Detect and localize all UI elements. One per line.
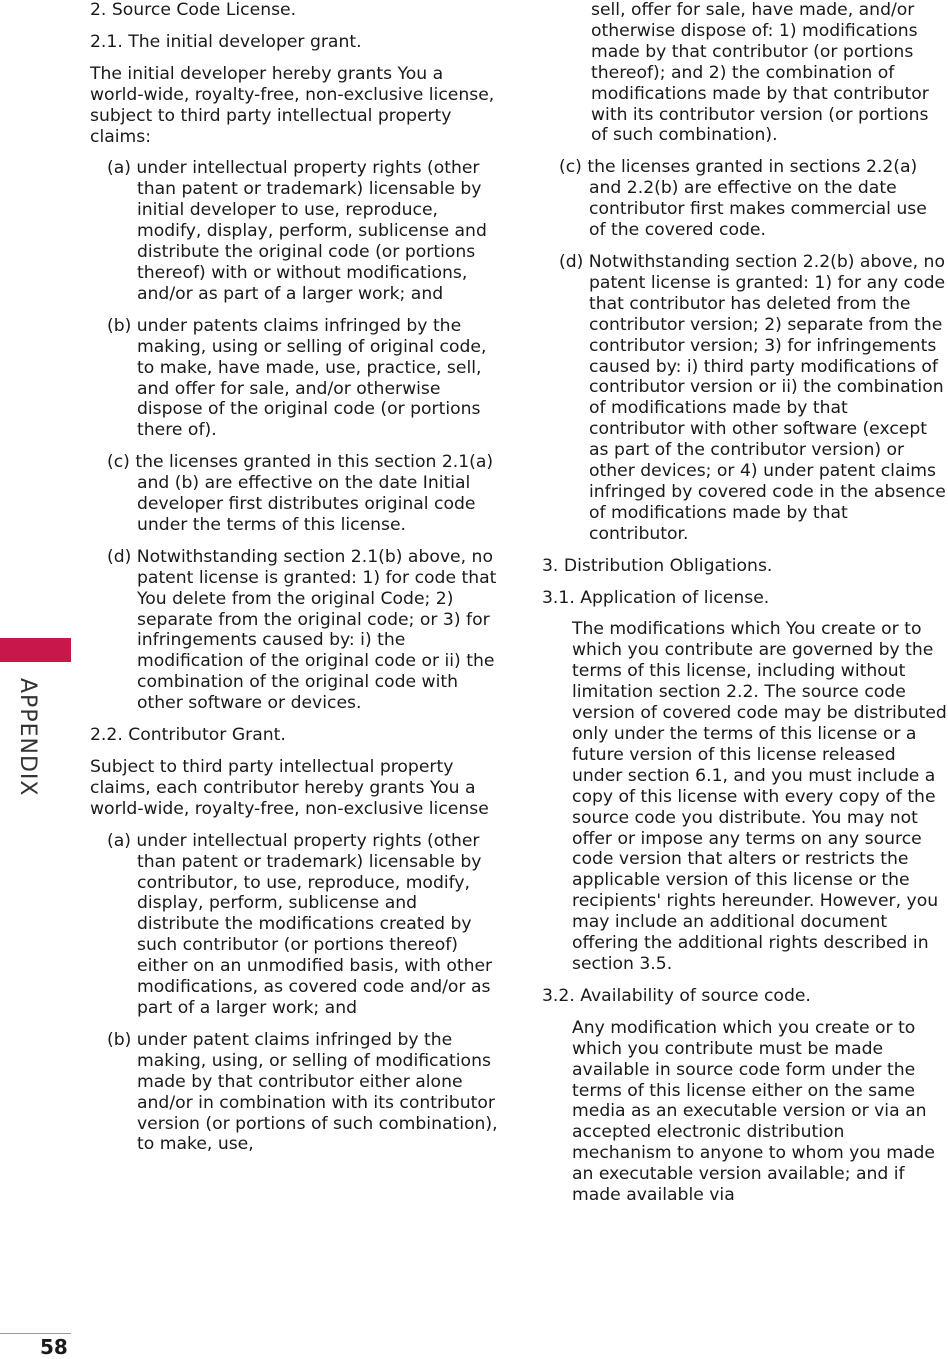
section-heading: 2. Source Code License. [90,0,297,20]
section-heading: 3.2. Availability of source code. [542,985,811,1006]
page-number-divider [0,1333,71,1334]
page-number: 58 [40,1335,68,1359]
list-item: (a) under intellectual property rights (other than patent or trademark) licensable by contributor, to use, reproduce, modify, display, perform, sublicense and distribute the modifications created by such contributor (or portions thereof) either on an unmodified basis, with other modifications, as covered code and/or as part of a larger work; and [107,830,493,1018]
list-item-continuation: sell, offer for sale, have made, and/or otherwise dispose of: 1) modifications made by that contributor (or portions thereof); and 2) the combination of modifications made by that contributor with its contributor version (or portions of such combination). [591,0,929,146]
list-item: (c) the licenses granted in sections 2.2(a) and 2.2(b) are effective on the date contributor first makes commercial use of the covered code. [559,157,927,241]
list-item: (d) Notwithstanding section 2.2(b) above, no patent license is granted: 1) for any code that contributor has deleted from the contributor version; 2) separate from the contributor version; 3) for infringements caused by: i) third party modifications of contributor version or ii) the combination of modifications made by that contributor with other software (except as part of the contributor version) or other devices; or 4) under patent claims infringed by covered code in the absence of modifications made by that contributor. [559,251,946,544]
list-item: (d) Notwithstanding section 2.1(b) above, no patent license is granted: 1) for code that You delete from the original Code; 2) separate from the original code; or 3) for infringements caused by: i) the modification of the original code or ii) the combination of the original code with other software or devices. [107,546,497,714]
right-column [542,0,948,1217]
list-item: (a) under intellectual property rights (other than patent or trademark) licensable by initial developer to use, reproduce, modify, display, perform, sublicense and distribute the original code (or portions thereof) with or without modifications, and/or as part of a larger work; and [107,158,487,304]
section-label: APPENDIX [15,678,40,797]
left-column [90,0,500,1166]
paragraph: Subject to third party intellectual property claims, each contributor hereby grants You a world-wide, royalty-free, non-exclusive license [90,757,489,819]
paragraph: The initial developer hereby grants You a world-wide, royalty-free, non-exclusive license, subject to third party intellectual property claims: [90,63,495,147]
list-item: (b) under patents claims infringed by the making, using or selling of original code, to make, have made, use, practice, sell, and offer for sale, and/or otherwise dispose of the original code (or portions there of). [107,315,487,441]
list-item: (c) the licenses granted in this section 2.1(a) and (b) are effective on the date Initial developer first distributes original code under the terms of this license. [107,452,494,535]
section-tab-marker [0,638,71,662]
section-heading: 3.1. Application of license. [542,587,770,608]
list-item: (b) under patent claims infringed by the making, using, or selling of modifications made by that contributor either alone and/or in combination with its contributor version (or portions of such combination), to make, use, [107,1029,498,1155]
section-heading: 3. Distribution Obligations. [542,555,773,576]
paragraph: Any modification which you create or to which you contribute must be made available in source code form under the terms of this license either on the same media as an executable version or via an accepted electronic distribution mechanism to anyone to whom you made an executable version available; and if made available via [572,1017,935,1206]
paragraph: The modifications which You create or to which you contribute are governed by the terms of this license, including without limitation section 2.2. The source code version of covered code may be distributed only under the terms of this license or a future version of this license released under section 6.1, and you must include a copy of this license with every copy of the source code you distribute. You may not offer or impose any terms on any source code version that alters or restricts the applicable version of this license or the recipients' rights hereunder. However, you may include an additional document offering the additional rights described in section 3.5. [572,619,947,974]
section-heading: 2.1. The initial developer grant. [90,31,362,52]
section-heading: 2.2. Contributor Grant. [90,725,286,746]
